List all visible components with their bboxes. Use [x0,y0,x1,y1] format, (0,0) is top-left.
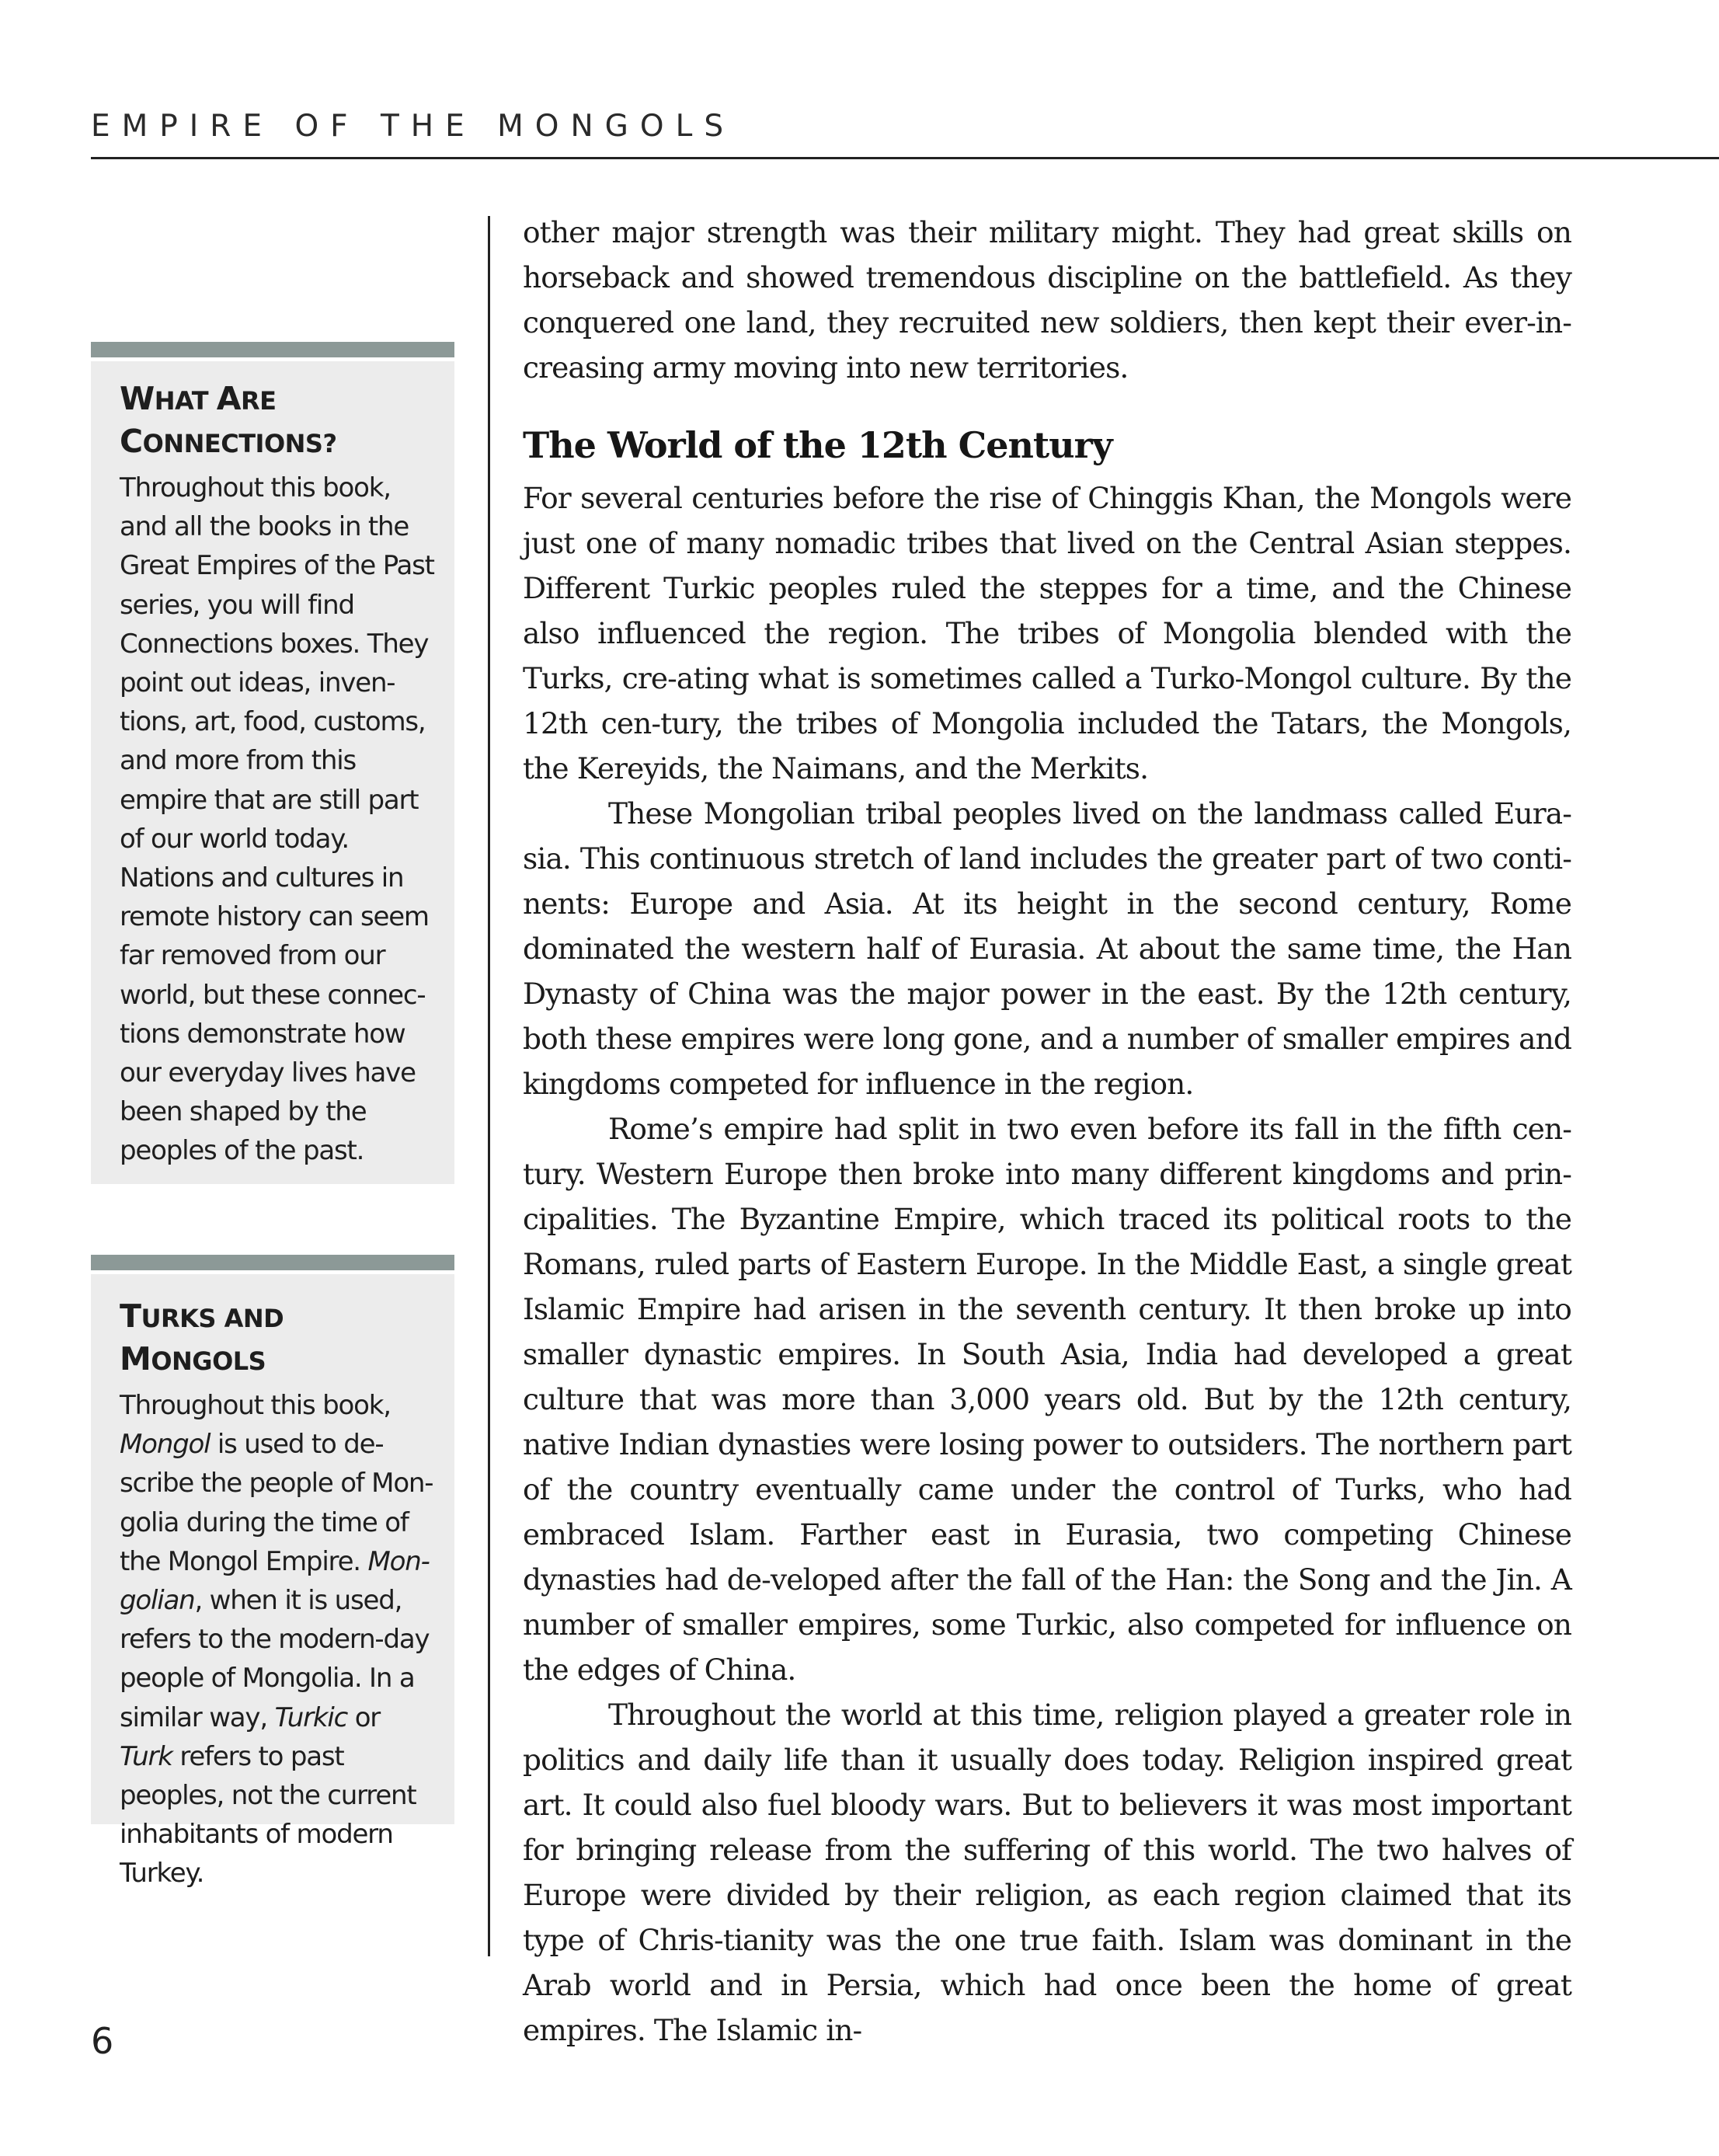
header-rule [91,157,1719,159]
body-paragraph: These Mongolian tribal peoples lived on the landmass called Eura-sia. This continuous stretch of land includes the greater part of two conti-nents: Europe and Asia. At its height in the second century, Rome dominated the western half of Eurasia. At about the same time, the Han Dynasty of China was the major power in the east. By the 12th century, both these empires were long gone, and a number of smaller empires and kingdoms competed for influence in the region. [523,796,1571,1101]
sidebar-connections [91,342,454,1184]
section-heading: The World of the 12th Century [523,424,1112,466]
body-paragraph: Throughout the world at this time, religion played a greater role in politics and daily life than it usually does today. Religion inspired great art. It could also fuel bloody wars. But to believers it was most important for bringing release from the suffering of this world. The two halves of Europe were divided by their religion, as each region claimed that its type of Chris-tianity was the one true faith. Islam was dominant in the Arab world and in Persia, which had once been the home of great empires. The Islamic in- [523,1698,1571,2047]
body-text: , when it is used, refers to the modern-day people of Mongolia. In a similar way, [120,1585,430,1733]
sidebar-title [120,378,434,464]
sidebar-inner-rule [91,1270,454,1274]
body-paragraph: For several centuries before the rise of Chinggis Khan, the Mongols were just one of many nomadic tribes that lived on the Central Asian steppes. Different Turkic peoples ruled the steppes for a time, and the Chinese also influenced the region. The tribes of Mongolia blended with the Turks, cre-ating what is sometimes called a Turko-Mongol culture. By the 12th cen-tury, the tribes of Mongolia included the Tatars, the Mongols, the Kereyids, the Naimans, and the Merkits. [523,481,1571,785]
title-smallcaps: HAT [154,386,217,416]
title-smallcaps: RE [241,386,277,416]
title-cap: W [120,380,155,417]
body-italic: Mon-golian [120,1545,430,1617]
title-cap: T [120,1297,141,1335]
body-text: is used to de-scribe the people of Mon-golia during the time of the Mongol Empire. [120,1429,433,1577]
sidebar-body: Throughout this book, and all the books in the Great Empires of the Past series, you will find Connections boxes. They point out ideas, inven-tions, art, food, customs, and more from this empire that are still part of our world today. Nations and cultures in remote history can seem far removed from our world, but these connec-tions demonstrate how our everyday lives have been shaped by the peoples of the past. [120,472,434,1167]
column-divider [488,216,490,1956]
title-cap: C [120,423,143,460]
title-cap: M [120,1340,151,1378]
body-paragraph: Rome’s empire had split in two even before its fall in the fifth cen-tury. Western Europe then broke into many different kingdoms and prin-cipalities. The Byzantine Empire, which traced its political roots to the Romans, ruled parts of Eastern Europe. In the Middle East, a single great Islamic Empire had arisen in the seventh century. It then broke up into smaller dynastic empires. In South Asia, India had developed a great culture that was more than 3,000 years old. But by the 12th century, native Indian dynasties were losing power to outsiders. The northern part of the country eventually came under the control of Turks, who had embraced Islam. Farther east in Eurasia, two competing Chinese dynasties had de-veloped after the fall of the Han: the Song and the Jin. A number of smaller empires, some Turkic, also competed for influence on the edges of China. [523,1112,1571,1687]
body-italic: Turkic [274,1701,348,1733]
sidebar-body [120,1386,434,1893]
body-text: or [347,1701,381,1733]
title-cap: A [216,380,241,417]
sidebar-inner-rule [91,357,454,361]
title-smallcaps: ONGOLS [151,1346,266,1376]
sidebar-title [120,1296,434,1381]
body-text: refers to past peoples, not the current inhabitants of modern Turkey. [120,1740,416,1890]
body-text: Throughout this book, [120,1390,391,1421]
title-smallcaps: ONNECTIONS? [142,429,337,458]
body-italic: Mongol [120,1429,211,1461]
main-column [523,210,1571,2053]
intro-paragraph: other major strength was their military might. They had great skills on horseback and showed tremendous discipline on the battlefield. As they conquered one land, they recruited new soldiers, then kept their ever-in-creasing army moving into new territories. [523,215,1571,385]
sidebar-turks-and-mongols [91,1255,454,1890]
body-italic: Turk [120,1740,172,1772]
page-number: 6 [91,2020,114,2062]
title-smallcaps: URKS AND [141,1304,284,1333]
running-head: EMPIRE OF THE MONGOLS [91,109,736,144]
